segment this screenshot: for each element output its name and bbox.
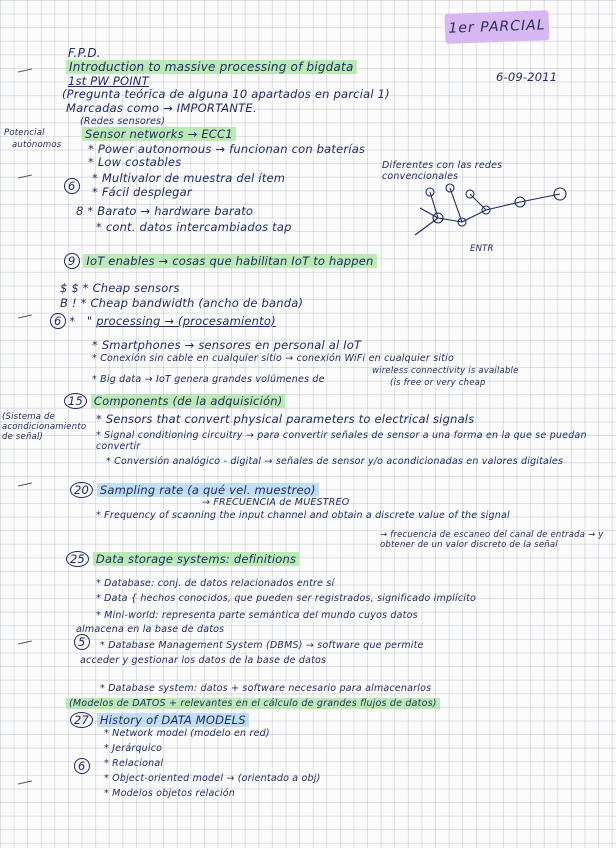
- note-line: [66, 551, 299, 567]
- note-line: → FRECUENCIA de MUESTREO: [202, 497, 350, 508]
- bullet-text: Fácil desplegar: [101, 185, 192, 199]
- note-line: * Relacional: [104, 758, 164, 769]
- bullet-text: Conexión sin cable en cualquier sitio → conexión WiFi en cualquier sitio: [100, 353, 455, 364]
- margin-bullet: $ $: [60, 281, 79, 295]
- bullet-text: Object-oriented model → (orientado a obj): [112, 773, 321, 784]
- margin-tick: [18, 315, 32, 319]
- point-heading: 1st PW POINT: [68, 74, 149, 88]
- bullet-text: Barato → hardware barato: [97, 204, 254, 218]
- note-line: almacena en la base de datos: [76, 624, 225, 635]
- note-line: [66, 698, 440, 709]
- bullet-text: Cheap sensors: [92, 281, 180, 295]
- highlight-text: (Modelos de DATOS + relevantes en el cálculo de grandes flujos de datos): [66, 698, 440, 709]
- numbered-marker: 5: [74, 634, 90, 650]
- highlight-text: History of DATA MODELS: [97, 713, 249, 727]
- note-line: [64, 253, 377, 269]
- bullet-text: Big data → IoT genera grandes volúmenes de: [100, 374, 325, 385]
- margin-tick: [18, 483, 32, 487]
- exam-tag: 1er PARCIAL: [445, 10, 550, 44]
- highlight-text: Sensor networks → ECC1: [82, 127, 236, 141]
- note-line: acceder y gestionar los datos de la base de datos: [80, 655, 327, 666]
- note-line: [64, 393, 285, 409]
- bullet-text: Smartphones → sensores en personal al IoT: [101, 338, 362, 352]
- note-line: * Multivalor de muestra del ítem: [92, 171, 286, 185]
- margin-note: autónomos: [12, 140, 62, 150]
- margin-bullet: B !: [60, 296, 77, 310]
- note-line: * Smartphones → sensores en personal al IoT: [92, 338, 362, 352]
- numbered-marker: 6: [74, 758, 90, 774]
- note-line: * Database: conj. de datos relacionados entre sí: [96, 578, 335, 589]
- note-line: * Data { hechos conocidos, que pueden ser registrados, significado implícito: [96, 593, 477, 604]
- note-line: (Pregunta teórica de alguna 10 apartados en parcial 1): [62, 87, 390, 101]
- note-line: [74, 634, 90, 650]
- note-line: [82, 127, 236, 141]
- bullet-text: Network model (modelo en red): [112, 728, 270, 739]
- highlight-text: Data storage systems: definitions: [93, 552, 299, 566]
- highlight-text: IoT enables → cosas que habilitan IoT to happen: [83, 254, 376, 268]
- note-line: → frecuencia de escaneo del canal de entrada → y obtener de un valor discreto de la señal: [380, 530, 604, 550]
- note-line: (Redes sensores): [80, 116, 166, 127]
- note-line: * Database system: datos + software necesario para almacenarlos: [100, 683, 432, 694]
- note-line: [64, 178, 80, 194]
- diagram-caption: Diferentes con las redes convencionales: [382, 160, 503, 182]
- numbered-marker: 25: [66, 551, 89, 567]
- note-line: (is free or very cheap: [390, 378, 486, 388]
- note-line: * Conversión analógico - digital → señales de sensor y/o acondicionadas en valores digitales: [106, 456, 564, 467]
- bullet-text: Low costables: [97, 155, 182, 169]
- numbered-marker: 20: [70, 482, 93, 498]
- bullet-text: Database: conj. de datos relacionados entre sí: [104, 578, 335, 589]
- note-line: * Signal conditioning circuitry → para convertir señales de sensor a una forma en la que se puedan convertir: [96, 430, 587, 452]
- margin-note: (Sistema de acondicionamiento de señal): [2, 412, 87, 442]
- bullet-text: Data { hechos conocidos, que pueden ser registrados, significado implícito: [104, 593, 477, 604]
- bullet-text: Signal conditioning circuitry → para convertir señales de sensor a una forma en la que se puedan convertir: [96, 430, 587, 452]
- note-line: * Modelos objetos relación: [104, 788, 236, 799]
- course-code: F.P.D.: [68, 46, 101, 60]
- bullet-text: Frequency of scanning the input channel and obtain a discrete value of the signal: [104, 510, 510, 521]
- bullet-text: Jerárquico: [112, 743, 163, 754]
- highlight-text: Components (de la adquisición): [91, 394, 285, 408]
- note-line: [70, 482, 319, 498]
- numbered-marker: 6: [50, 313, 66, 329]
- bullet-text: Conversión analógico - digital → señales de sensor y/o acondicionadas en valores digitales: [114, 456, 564, 467]
- note-line: * Big data → IoT genera grandes volúmenes de: [92, 374, 325, 385]
- margin-tick: [18, 69, 32, 73]
- note-line: $ $ * Cheap sensors: [60, 281, 180, 295]
- diagram-label: ENTR: [470, 244, 494, 254]
- note-line: * cont. datos intercambiados tap: [96, 220, 292, 234]
- note-line: * Frequency of scanning the input channel and obtain a discrete value of the signal: [96, 510, 510, 521]
- numbered-marker: 27: [70, 712, 93, 728]
- margin-note: Potencial: [4, 128, 45, 138]
- note-line: * Object-oriented model → (orientado a obj): [104, 773, 321, 784]
- numbered-marker: 6: [64, 178, 80, 194]
- bullet-text: Sensors that convert physical parameters to electrical signals: [105, 412, 475, 426]
- note-line: * Conexión sin cable en cualquier sitio → conexión WiFi en cualquier sitio: [92, 353, 455, 364]
- note-line: * Power autonomous → funcionan con baterías: [88, 142, 366, 156]
- bullet-text: Cheap bandwidth (ancho de banda): [90, 296, 304, 310]
- margin-tick: [18, 641, 32, 645]
- page-title: Introduction to massive processing of bigdata: [66, 60, 357, 74]
- note-line: * Mini-world: representa parte semántica del mundo cuyos datos: [96, 610, 418, 621]
- note-line: Marcadas como → IMPORTANTE.: [66, 101, 257, 115]
- note-line: B ! * Cheap bandwidth (ancho de banda): [60, 296, 304, 310]
- note-line: [70, 712, 249, 728]
- note-line: * Fácil desplegar: [92, 185, 192, 199]
- bullet-text: cont. datos intercambiados tap: [105, 220, 292, 234]
- note-line: wireless connectivity is available: [372, 366, 519, 376]
- note-line: 8 * Barato → hardware barato: [76, 204, 254, 218]
- bullet-text: Mini-world: representa parte semántica del mundo cuyos datos: [104, 610, 418, 621]
- margin-tick: [18, 781, 32, 785]
- note-line: * Database Management System (DBMS) → software que permite: [100, 640, 424, 651]
- margin-tick: [18, 175, 32, 179]
- highlight-text: Sampling rate (a qué vel. muestreo): [97, 483, 319, 497]
- note-line: * Low costables: [88, 155, 182, 169]
- bullet-text: Modelos objetos relación: [112, 788, 236, 799]
- note-line: * Jerárquico: [104, 743, 163, 754]
- note-line: * Sensors that convert physical parameters to electrical signals: [96, 412, 475, 426]
- note-line: [74, 758, 90, 774]
- bullet-text: Database system: datos + software necesario para almacenarlos: [108, 683, 432, 694]
- date-text: 6-09-2011: [496, 70, 558, 84]
- note-line: * Network model (modelo en red): [104, 728, 270, 739]
- bullet-text: Relacional: [112, 758, 164, 769]
- bullet-text: Power autonomous → funcionan con baterías: [97, 142, 366, 156]
- bullet-text: Multivalor de muestra del ítem: [101, 171, 286, 185]
- numbered-marker: 15: [64, 393, 87, 409]
- bullet-text: processing → (procesamiento): [96, 314, 276, 328]
- note-line: 6 * " processing → (procesamiento): [50, 313, 276, 329]
- bullet-text: Database Management System (DBMS) → software que permite: [108, 640, 424, 651]
- numbered-marker: 9: [64, 253, 80, 269]
- network-diagram: [410, 180, 590, 250]
